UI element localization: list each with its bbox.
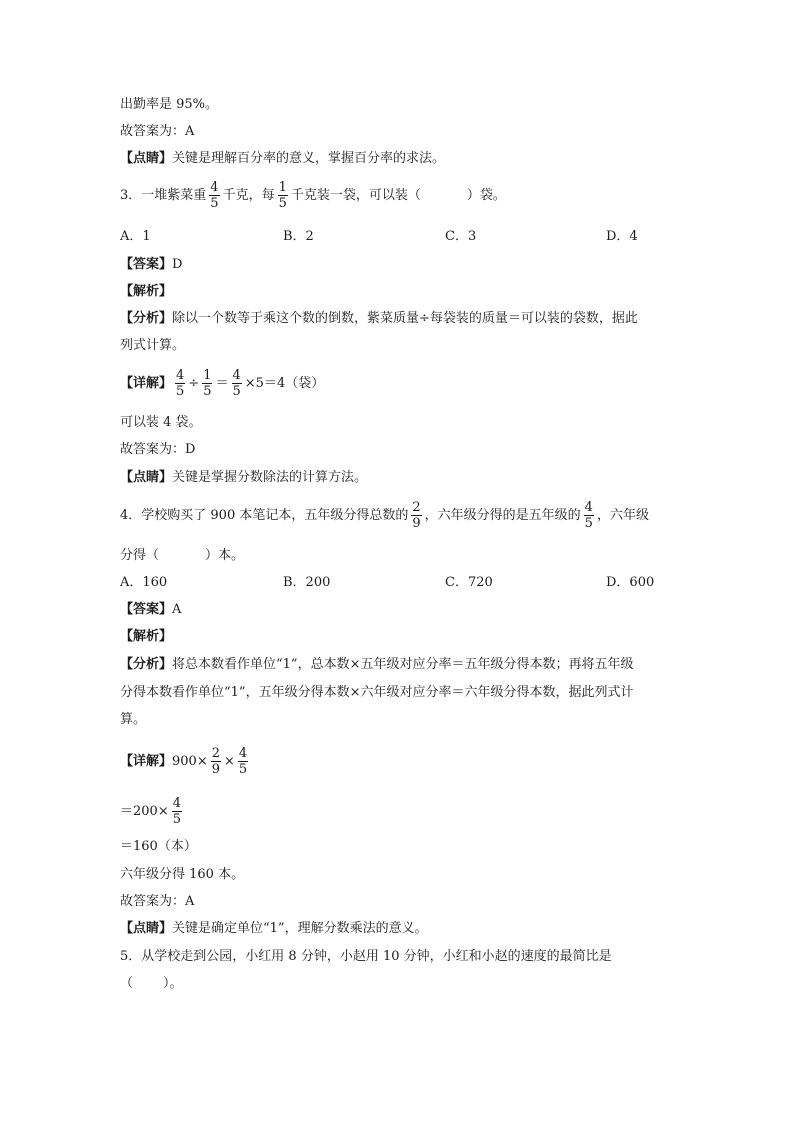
analysis-heading: 【解析】 <box>120 284 173 299</box>
tip-line: 【点睛】关键是掌握分数除法的计算方法。 <box>120 470 368 485</box>
final-answer-line: 故答案为：A <box>120 894 195 909</box>
calc-line: ＝200× $\frac{4}{5}$ <box>120 796 181 827</box>
fraction: $\frac{2}{9}$ <box>412 500 421 531</box>
analysis-line: 分得本数看作单位“1”，五年级分得本数×六年级对应分率＝六年级分得本数，据此列式计 <box>120 685 634 700</box>
analysis-line: 【分析】除以一个数等于乘这个数的倒数，紫菜质量÷每袋装的质量＝可以装的袋数，据此 <box>120 311 638 326</box>
result-line: 可以装 4 袋。 <box>120 415 202 430</box>
fraction: $\frac{4}{5}$ <box>176 368 185 399</box>
attendance-result-line: 出勤率是 95%。 <box>120 97 219 112</box>
fraction: $\frac{2}{9}$ <box>211 746 221 777</box>
analysis-line: 列式计算。 <box>120 338 186 353</box>
analysis-line: 【分析】将总本数看作单位“1”，总本数×五年级对应分率＝五年级分得本数；再将五年级 <box>120 657 634 672</box>
option-d: D．4 <box>606 229 638 244</box>
fraction: $\frac{4}{5}$ <box>210 180 219 211</box>
fraction: $\frac{1}{5}$ <box>203 368 212 399</box>
question-5: 5．从学校走到公园，小红用 8 分钟，小赵用 10 分钟，小红和小赵的速度的最简比是 <box>120 949 612 964</box>
question-5-line2: （ ）。 <box>120 976 183 991</box>
fraction: $\frac{4}{5}$ <box>238 746 248 777</box>
result-line: 六年级分得 160 本。 <box>120 867 245 882</box>
option-c: C．3 <box>445 229 477 244</box>
analysis-heading: 【解析】 <box>120 629 173 644</box>
question-3: 3．一堆紫菜重 $\frac{4}{5}$ 千克，每 $\frac{1}{5}$ 千克装一袋，可以装（ ）袋。 <box>120 180 506 211</box>
detail-line: 【详解】900× $\frac{2}{9}$ × $\frac{4}{5}$ <box>120 746 248 777</box>
tip-line: 【点睛】关键是理解百分率的意义，掌握百分率的求法。 <box>120 151 446 166</box>
final-answer-line: 故答案为：D <box>120 442 196 457</box>
calc-line: ＝160（本） <box>120 839 197 854</box>
answer-line: 【答案】D <box>120 257 183 272</box>
tip-line: 【点睛】关键是确定单位“1”，理解分数乘法的意义。 <box>120 921 428 936</box>
detail-line: 【详解】 $\frac{4}{5}$ ÷ $\frac{1}{5}$ ＝ $\frac{4}{5}$ ×5＝4（袋） <box>120 368 325 399</box>
option-a: A．1 <box>120 229 151 244</box>
option-b: B．2 <box>283 229 314 244</box>
analysis-line: 算。 <box>120 712 147 727</box>
option-c: C．720 <box>445 575 493 590</box>
fraction: $\frac{1}{5}$ <box>278 180 287 211</box>
answer-line: 故答案为：A <box>120 124 195 139</box>
option-d: D．600 <box>606 575 655 590</box>
fraction: $\frac{4}{5}$ <box>172 796 181 827</box>
question-4: 4．学校购买了 900 本笔记本，五年级分得总数的 $\frac{2}{9}$ ，六年级分得的是五年级的 $\frac{4}{5}$ ，六年级 <box>120 500 649 531</box>
fraction: $\frac{4}{5}$ <box>232 368 241 399</box>
answer-line: 【答案】A <box>120 602 182 617</box>
option-b: B．200 <box>283 575 331 590</box>
question-4-line2: 分得（ ）本。 <box>120 548 245 563</box>
option-a: A．160 <box>120 575 168 590</box>
fraction: $\frac{4}{5}$ <box>584 500 593 531</box>
